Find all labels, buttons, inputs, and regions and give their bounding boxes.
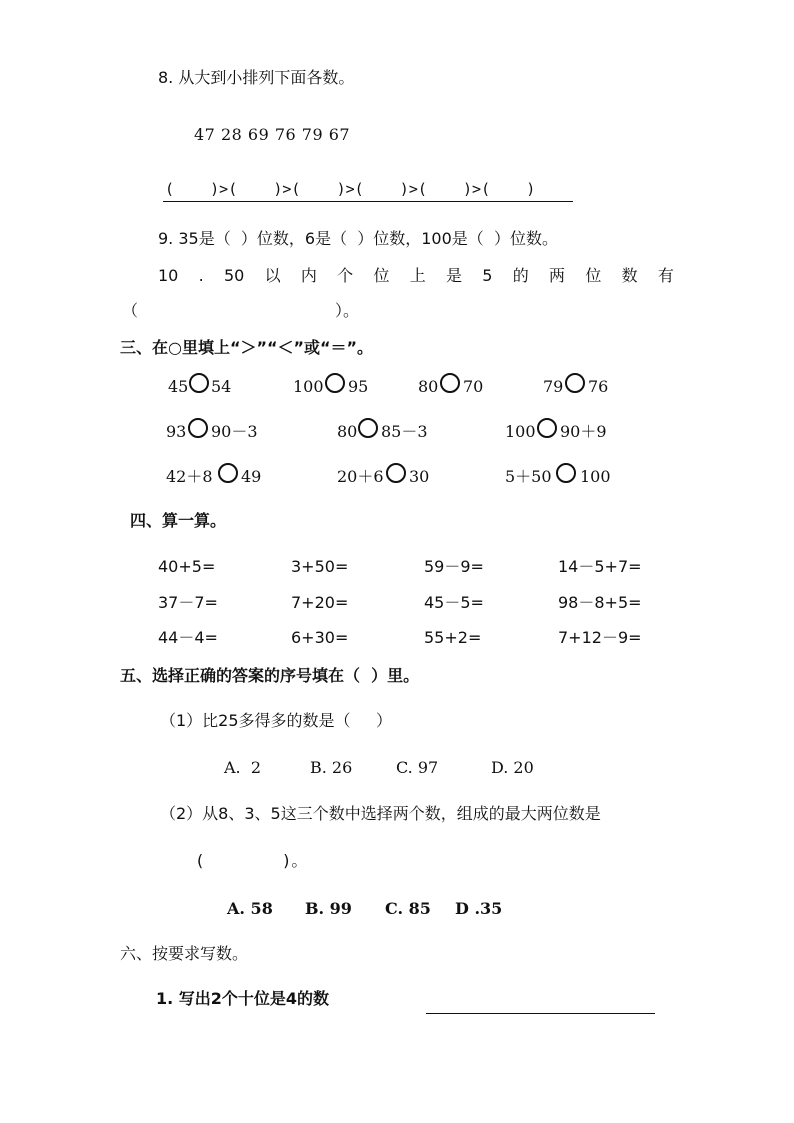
q10-char: 位 xyxy=(373,266,390,285)
q8-answer-underline xyxy=(163,201,573,202)
s5-q2-option-d: D .35 xyxy=(455,899,503,918)
q10-open-paren: （ xyxy=(122,301,139,320)
compare-left: 80 xyxy=(337,422,358,441)
calc-item: 7+20= xyxy=(291,593,349,612)
section5-title: 五、选择正确的答案的序号填在（ ）里。 xyxy=(120,666,420,685)
q10-char: . xyxy=(198,266,204,285)
q10-char: 5 xyxy=(482,266,493,285)
s5-q1-option-c: C. 97 xyxy=(396,758,439,777)
s5-q1-text: （1）比25多得多的数是（ ） xyxy=(160,711,392,730)
compare-circle[interactable] xyxy=(188,418,208,438)
compare-left: 80 xyxy=(418,377,439,396)
compare-left: 100 xyxy=(293,377,324,396)
compare-left: 79 xyxy=(543,377,564,396)
compare-left: 93 xyxy=(166,422,187,441)
compare-right: 70 xyxy=(463,377,484,396)
q8-numbers: 47 28 69 76 79 67 xyxy=(194,125,351,144)
q10-char: 个 xyxy=(337,266,354,285)
s5-q1-option-b: B. 26 xyxy=(310,758,353,777)
section6-title: 六、按要求写数。 xyxy=(120,944,249,963)
compare-circle[interactable] xyxy=(556,463,576,483)
q10-char: 的 xyxy=(512,266,529,285)
q8-title: 8. 从大到小排列下面各数。 xyxy=(158,68,355,87)
compare-left: 20＋6 xyxy=(337,467,384,486)
compare-circle[interactable] xyxy=(325,373,345,393)
q10-char: 数 xyxy=(621,266,638,285)
s6-q1-answer-line[interactable] xyxy=(426,1013,655,1014)
calc-item: 44－4= xyxy=(158,628,218,647)
compare-left: 5＋50 xyxy=(505,467,552,486)
q8-answer-blanks[interactable]: ( )>( )>( )>( )>( )>( ) xyxy=(165,180,536,198)
compare-left: 100 xyxy=(505,422,536,441)
q10-char: 两 xyxy=(549,266,566,285)
s5-q2-option-c: C. 85 xyxy=(385,899,431,918)
section4-title: 四、算一算。 xyxy=(130,511,227,530)
calc-item: 14－5+7= xyxy=(558,557,642,576)
q10-char: 内 xyxy=(300,266,317,285)
compare-right: 76 xyxy=(588,377,609,396)
calc-item: 6+30= xyxy=(291,628,349,647)
calc-item: 40+5= xyxy=(158,557,216,576)
compare-right: 85－3 xyxy=(381,422,428,441)
q10-char: 位 xyxy=(585,266,602,285)
compare-circle[interactable] xyxy=(440,373,460,393)
q10-char: 上 xyxy=(409,266,426,285)
q10-char: 以 xyxy=(264,266,281,285)
compare-right: 90－3 xyxy=(211,422,258,441)
q10-char: 有 xyxy=(657,266,674,285)
compare-circle[interactable] xyxy=(565,373,585,393)
calc-item: 7+12－9= xyxy=(558,628,642,647)
q10-close-paren: ）。 xyxy=(335,301,360,320)
calc-item: 55+2= xyxy=(424,628,482,647)
q10-char: 50 xyxy=(223,266,245,285)
s5-q1-option-d: D. 20 xyxy=(491,758,534,777)
compare-right: 54 xyxy=(211,377,232,396)
calc-item: 98－8+5= xyxy=(558,593,642,612)
compare-right: 90＋9 xyxy=(560,422,607,441)
calc-item: 3+50= xyxy=(291,557,349,576)
q9-text: 9. 35是（ ）位数，6是（ ）位数，100是（ ）位数。 xyxy=(158,229,558,248)
compare-right: 95 xyxy=(348,377,369,396)
compare-circle[interactable] xyxy=(189,373,209,393)
section3-title: 三、在○里填上“＞”“＜”或“＝”。 xyxy=(120,338,374,357)
compare-right: 49 xyxy=(241,467,262,486)
q10-char: 10 xyxy=(158,266,179,285)
s5-q2-text: （2）从8、3、5这三个数中选择两个数，组成的最大两位数是 xyxy=(160,804,601,823)
calc-item: 45－5= xyxy=(424,593,484,612)
compare-right: 30 xyxy=(409,467,430,486)
compare-circle[interactable] xyxy=(358,418,378,438)
q10-line xyxy=(158,268,674,284)
s6-q1-text: 1. 写出2个十位是4的数 xyxy=(156,989,330,1008)
compare-circle[interactable] xyxy=(218,463,238,483)
s5-q1-option-a: A. 2 xyxy=(224,758,261,777)
compare-right: 100 xyxy=(580,467,611,486)
compare-left: 42＋8 xyxy=(166,467,213,486)
calc-item: 59－9= xyxy=(424,557,484,576)
compare-left: 45 xyxy=(168,377,189,396)
calc-item: 37－7= xyxy=(158,593,218,612)
s5-q2-option-a: A. 58 xyxy=(227,899,273,918)
s5-q2-blank[interactable]: ( )。 xyxy=(195,851,308,870)
q10-char: 是 xyxy=(446,266,463,285)
compare-circle[interactable] xyxy=(386,463,406,483)
compare-circle[interactable] xyxy=(537,418,557,438)
s5-q2-option-b: B. 99 xyxy=(305,899,352,918)
